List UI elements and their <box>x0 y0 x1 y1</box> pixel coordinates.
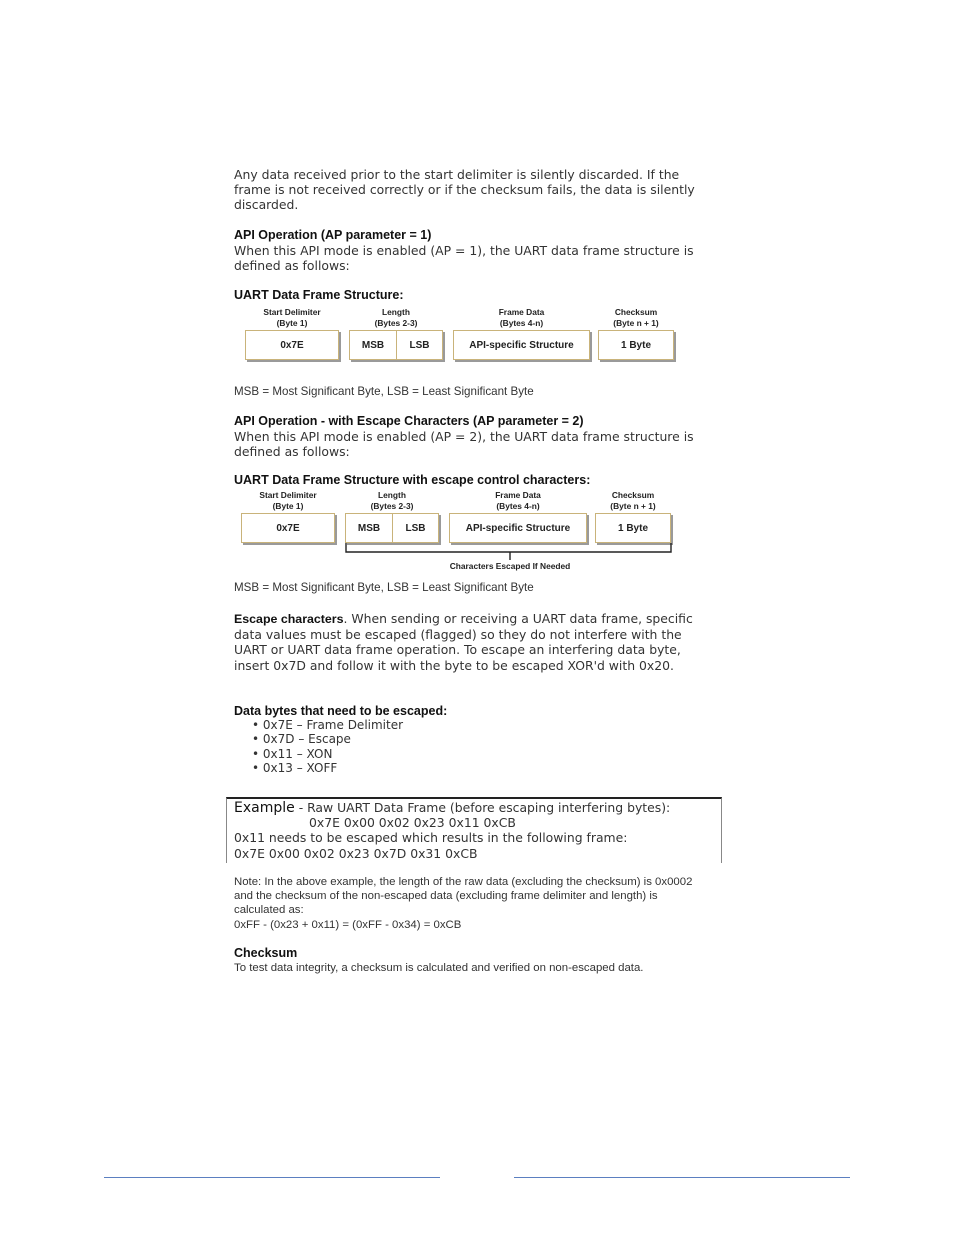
list-item: • 0x7E – Frame Delimiter <box>252 718 403 732</box>
frame1-box-checksum: 1 Byte <box>598 330 674 360</box>
frame1-label-start: Start Delimiter (Byte 1) <box>263 307 321 328</box>
checksum-heading: Checksum <box>234 946 298 960</box>
frame1-label-data: Frame Data (Bytes 4-n) <box>498 307 545 328</box>
escape-paragraph <box>234 611 714 673</box>
api2-body: When this API mode is enabled (AP = 2), the UART data frame structure is defined as follows: <box>234 429 694 460</box>
footer-rule-left <box>104 1177 440 1178</box>
frame2-label-checksum: Checksum (Byte n + 1) <box>610 490 656 511</box>
note-formula: 0xFF - (0x23 + 0x11) = (0xFF - 0x34) = 0xCB <box>234 919 462 931</box>
bracket-label: Characters Escaped If Needed <box>449 561 571 571</box>
frame1-box-lsb: LSB <box>396 330 443 360</box>
api1-heading: API Operation (AP parameter = 1) <box>234 228 432 242</box>
frame2-label-data: Frame Data (Bytes 4-n) <box>495 490 541 511</box>
frame2-box-start: 0x7E <box>241 513 335 543</box>
example-line3: 0x11 needs to be escaped which results in the following frame: <box>234 830 628 845</box>
frame1-box-start: 0x7E <box>245 330 339 360</box>
frame2-box-lsb: LSB <box>392 513 439 543</box>
escape-term: Escape characters <box>234 612 344 626</box>
frame1-title: UART Data Frame Structure: <box>234 288 404 302</box>
frame2-box-msb: MSB <box>345 513 393 543</box>
escaped-bytes-heading: Data bytes that need to be escaped: <box>234 704 448 718</box>
frame1-label-length: Length (Bytes 2-3) <box>374 307 418 328</box>
footer-rule-right <box>514 1177 850 1178</box>
api1-body: When this API mode is enabled (AP = 1), the UART data frame structure is defined as follows: <box>234 243 694 274</box>
example-escaped-frame: 0x7E 0x00 0x02 0x23 0x7D 0x31 0xCB <box>234 846 478 861</box>
escape-body: . When sending or receiving a UART data frame, specific data values must be escaped (flagged) so they do not interfere with the UART or UART data frame operation. To escape an interfering data byte, insert 0x7D and follow it with the byte to be escaped XOR'd with 0x20. <box>234 611 693 673</box>
note-paragraph: Note: In the above example, the length of the raw data (excluding the checksum) is 0x0002 and the checksum of the non-escaped data (excluding frame delimiter and length) is calculated as: <box>234 876 693 916</box>
intro-paragraph: Any data received prior to the start delimiter is silently discarded. If the frame is not received correctly or if the checksum fails, the data is silently discarded. <box>234 167 695 213</box>
example-line1 <box>234 800 720 816</box>
frame2-title: UART Data Frame Structure with escape control characters: <box>234 473 591 487</box>
escape-bracket <box>340 540 680 560</box>
frame2-box-data: API-specific Structure <box>449 513 587 543</box>
checksum-body: To test data integrity, a checksum is calculated and verified on non-escaped data. <box>234 962 644 974</box>
frame2-label-length: Length (Bytes 2-3) <box>370 490 414 511</box>
frame2-legend: MSB = Most Significant Byte, LSB = Least Significant Byte <box>234 581 534 594</box>
frame2-label-start: Start Delimiter (Byte 1) <box>259 490 317 511</box>
api2-heading: API Operation - with Escape Characters (AP parameter = 2) <box>234 414 584 428</box>
list-item: • 0x7D – Escape <box>252 732 403 746</box>
frame2-box-checksum: 1 Byte <box>595 513 671 543</box>
frame1-box-data: API-specific Structure <box>453 330 590 360</box>
example-label: Example <box>234 800 295 816</box>
frame1-label-checksum: Checksum (Byte n + 1) <box>613 307 659 328</box>
list-item: • 0x11 – XON <box>252 747 403 761</box>
frame1-legend: MSB = Most Significant Byte, LSB = Least Significant Byte <box>234 385 534 398</box>
frame1-box-msb: MSB <box>349 330 397 360</box>
list-item: • 0x13 – XOFF <box>252 761 403 775</box>
example-line1-text: - Raw UART Data Frame (before escaping interfering bytes): <box>294 800 671 815</box>
escaped-bytes-list <box>252 718 403 775</box>
example-raw-frame: 0x7E 0x00 0x02 0x23 0x11 0xCB <box>309 815 516 830</box>
